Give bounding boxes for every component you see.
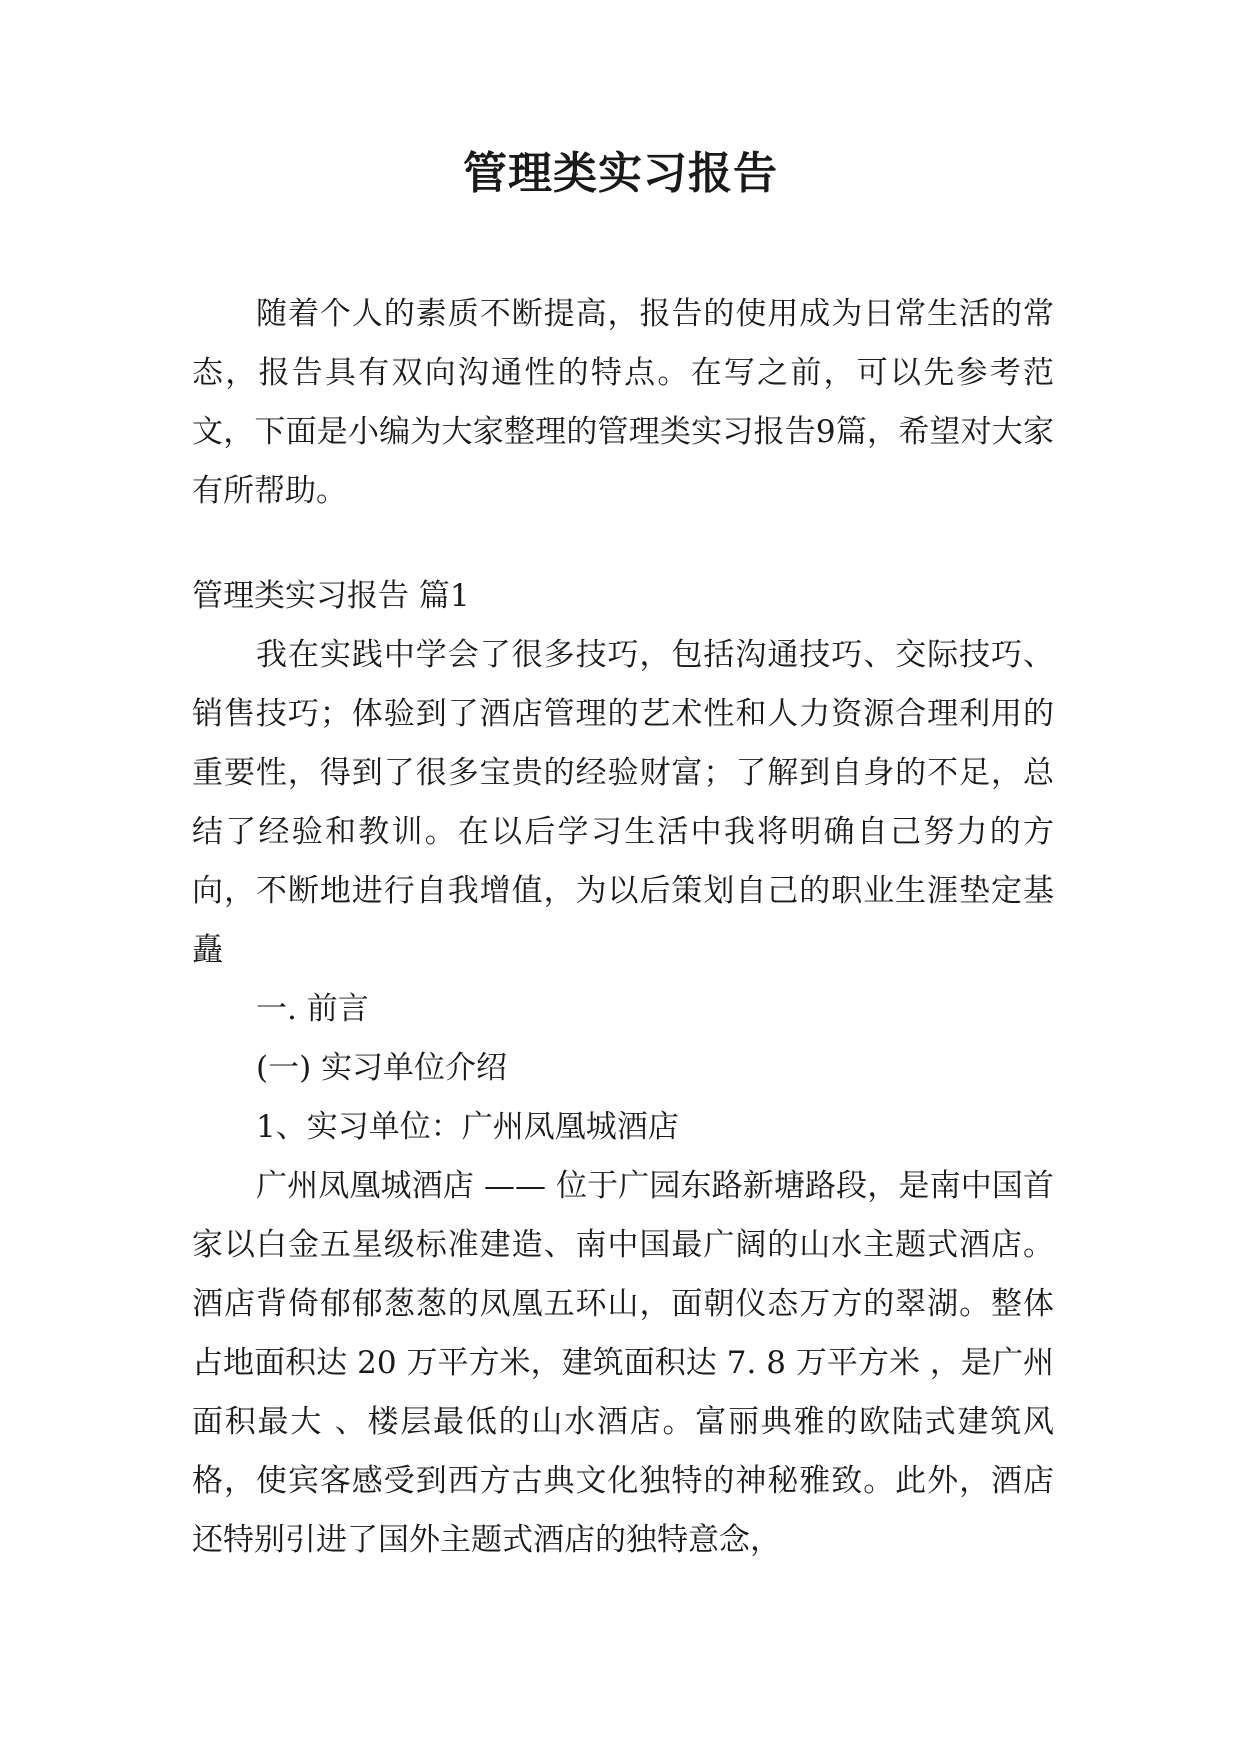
body-paragraph: 广州凤凰城酒店 —— 位于广园东路新塘路段，是南中国首家以白金五星级标准建造、南中国最广阔的山水主题式酒店。酒店背倚郁郁葱葱的凤凰五环山，面朝仪态万方的翠湖。整体占地面积达 20 万平方米，建筑面积达 7. 8 万平方米 ，是广州面积最大 、楼层最低的山水酒店。富丽典雅的欧陆式建筑风格，使宾客感受到西方古典文化独特的神秘雅致。此外，酒店还特别引进了国外主题式酒店的独特意念，	[192, 1168, 1054, 1558]
spacer	[192, 521, 1054, 567]
document-body	[192, 285, 1054, 1570]
document-title: 管理类实习报告	[463, 148, 778, 199]
intro-paragraph: 随着个人的素质不断提高，报告的使用成为日常生活的常态，报告具有双向沟通性的特点。在写之前，可以先参考范文，下面是小编为大家整理的管理类实习报告9篇，希望对大家有所帮助。	[192, 296, 1054, 509]
section-heading: 管理类实习报告 篇1	[192, 578, 470, 614]
subheading-unit-name: 1、实习单位：广州凤凰城酒店	[256, 1109, 679, 1145]
body-paragraph: 我在实践中学会了很多技巧，包括沟通技巧、交际技巧、销售技巧；体验到了酒店管理的艺术性和人力资源合理利用的重要性，得到了很多宝贵的经验财富；了解到自身的不足，总结了经验和教训。在以后学习生活中我将明确自己努力的方向，不断地进行自我增值，为以后策划自己的职业生涯垫定基矗	[192, 637, 1054, 968]
subheading-unit-intro: (一) 实习单位介绍	[256, 1050, 508, 1086]
subheading-preface: 一. 前言	[256, 991, 369, 1027]
